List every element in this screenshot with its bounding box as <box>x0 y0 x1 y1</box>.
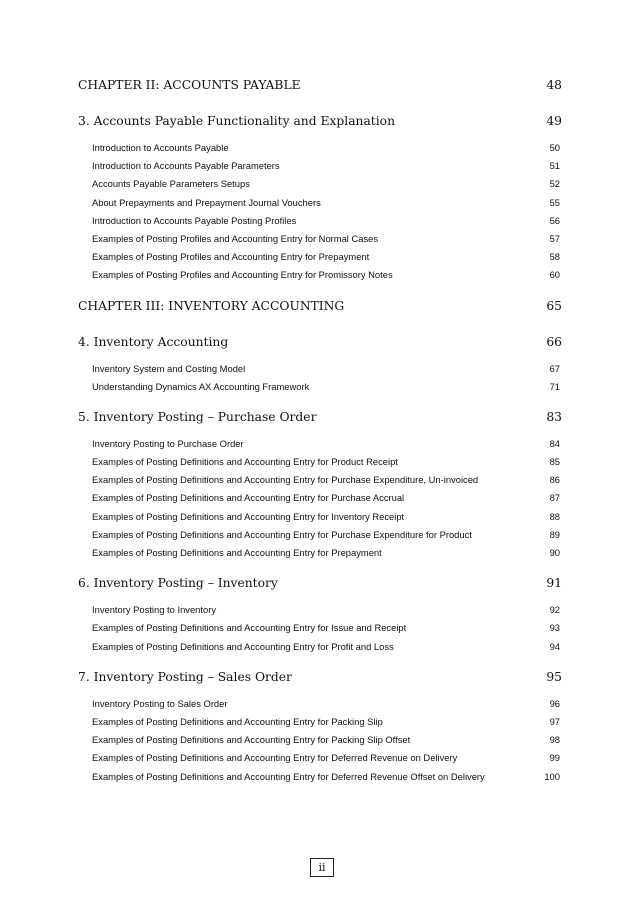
toc-entry-page-number: 57 <box>549 232 560 244</box>
toc-entry-page-number: 99 <box>549 752 560 764</box>
toc-chapter-title: CHAPTER III: INVENTORY ACCOUNTING <box>78 298 345 313</box>
toc-entry-page-number: 58 <box>549 251 560 263</box>
toc-entry-page-number: 90 <box>549 547 560 558</box>
toc-entry[interactable] <box>78 248 562 266</box>
toc-section[interactable] <box>78 406 562 429</box>
toc-entry-page-number: 96 <box>549 697 560 709</box>
toc-entry-page-number: 87 <box>549 492 560 504</box>
toc-entry-page-number: 98 <box>549 734 560 746</box>
toc-entry[interactable] <box>78 619 562 637</box>
toc-entry-page-number: 86 <box>549 474 560 486</box>
toc-section-page-number: 95 <box>546 669 562 684</box>
toc-entry-title: Inventory Posting to Inventory <box>92 604 217 616</box>
toc-entry[interactable] <box>78 139 562 157</box>
toc-entry-title: Examples of Posting Definitions and Accounting Entry for Deferred Revenue on Delivery <box>92 752 458 764</box>
toc-entry[interactable] <box>78 435 562 453</box>
toc-entry[interactable] <box>78 749 562 767</box>
toc-entry-title: Introduction to Accounts Payable Parameters <box>92 160 280 172</box>
toc-entry[interactable] <box>78 471 562 489</box>
toc-entry[interactable] <box>78 601 562 619</box>
toc-entry-page-number: 50 <box>549 142 560 153</box>
toc-entry-title: Introduction to Accounts Payable <box>92 142 229 153</box>
toc-entry-page-number: 60 <box>549 269 560 281</box>
toc-chapter-page-number: 65 <box>546 298 562 313</box>
toc-section[interactable] <box>78 666 562 689</box>
toc-entry[interactable] <box>78 230 562 248</box>
toc-entry-title: Examples of Posting Definitions and Accounting Entry for Deferred Revenue Offset on Delivery <box>92 770 485 782</box>
toc-entry-title: Examples of Posting Definitions and Accounting Entry for Product Receipt <box>92 456 398 468</box>
toc-entry-title: Examples of Posting Definitions and Accounting Entry for Packing Slip Offset <box>92 734 411 746</box>
toc-entry-title: Inventory Posting to Sales Order <box>92 697 228 709</box>
toc-entry-title: Accounts Payable Parameters Setups <box>92 178 250 190</box>
toc-entry-page-number: 67 <box>549 362 560 374</box>
toc-entry-group <box>78 360 562 396</box>
toc-entry-page-number: 51 <box>549 160 560 172</box>
toc-entry-title: Examples of Posting Definitions and Accounting Entry for Profit and Loss <box>92 640 394 652</box>
toc-entry-title: Examples of Posting Definitions and Accounting Entry for Packing Slip <box>92 715 383 727</box>
toc-entry[interactable] <box>78 768 562 786</box>
toc-entry[interactable] <box>78 526 562 544</box>
toc-section[interactable] <box>78 331 562 354</box>
toc-entry-page-number: 100 <box>544 770 560 782</box>
toc-entry-title: Examples of Posting Definitions and Accounting Entry for Purchase Expenditure for Product <box>92 528 472 540</box>
toc-section-title: 5. Inventory Posting – Purchase Order <box>78 409 317 424</box>
toc-entry[interactable] <box>78 453 562 471</box>
toc-entry-title: Examples of Posting Definitions and Accounting Entry for Purchase Expenditure, Un-invoiced <box>92 474 479 486</box>
toc-entry-page-number: 85 <box>549 456 560 468</box>
toc-section-page-number: 83 <box>546 409 562 424</box>
toc-entry-page-number: 56 <box>549 214 560 226</box>
toc-section-page-number: 49 <box>546 114 562 128</box>
toc-entry-page-number: 84 <box>549 437 560 449</box>
toc-entry-title: Inventory Posting to Purchase Order <box>92 437 244 449</box>
toc-entry-title: Examples of Posting Profiles and Accounting Entry for Prepayment <box>92 251 370 263</box>
toc-entry[interactable] <box>78 266 562 284</box>
toc-entry[interactable] <box>78 378 562 396</box>
toc-entry-page-number: 88 <box>549 510 560 522</box>
toc-entry[interactable] <box>78 713 562 731</box>
toc-section[interactable] <box>78 572 562 595</box>
toc-entry-title: Understanding Dynamics AX Accounting Framework <box>92 380 310 392</box>
toc-section-title: 7. Inventory Posting – Sales Order <box>78 669 292 684</box>
toc-entry-group <box>78 435 562 562</box>
toc-entry[interactable] <box>78 157 562 175</box>
toc-entry[interactable] <box>78 695 562 713</box>
toc-entry-title: Examples of Posting Definitions and Accounting Entry for Purchase Accrual <box>92 492 405 504</box>
toc-entry-page-number: 71 <box>549 380 560 392</box>
toc-entry[interactable] <box>78 194 562 212</box>
toc-entry-page-number: 93 <box>549 622 560 634</box>
toc-entry-page-number: 52 <box>549 178 560 190</box>
toc-entry-group <box>78 695 562 786</box>
toc-entry-page-number: 94 <box>549 640 560 652</box>
toc-section[interactable] <box>78 110 562 133</box>
toc-entry[interactable] <box>78 212 562 230</box>
toc-section-title: 3. Accounts Payable Functionality and Explanation <box>78 114 395 128</box>
toc-chapter[interactable] <box>78 74 562 97</box>
toc-section-title: 6. Inventory Posting – Inventory <box>78 576 278 591</box>
toc-entry-title: Examples of Posting Definitions and Accounting Entry for Issue and Receipt <box>92 622 407 634</box>
toc-entry-group <box>78 601 562 656</box>
toc-entry[interactable] <box>78 175 562 193</box>
toc-entry[interactable] <box>78 638 562 656</box>
toc-chapter-title: CHAPTER II: ACCOUNTS PAYABLE <box>78 78 301 92</box>
toc-section-page-number: 91 <box>546 576 562 591</box>
toc-entry-title: Inventory System and Costing Model <box>92 362 246 374</box>
toc-entry-page-number: 89 <box>549 528 560 540</box>
toc-entry[interactable] <box>78 489 562 507</box>
page-number-box: ii <box>310 858 334 877</box>
toc-entry[interactable] <box>78 360 562 378</box>
toc-section-page-number: 66 <box>546 334 562 349</box>
toc-chapter-page-number: 48 <box>546 78 562 92</box>
toc-entry[interactable] <box>78 731 562 749</box>
toc-entry-title: Examples of Posting Profiles and Accounting Entry for Normal Cases <box>92 232 379 244</box>
toc-entry-title: Examples of Posting Definitions and Accounting Entry for Inventory Receipt <box>92 510 405 522</box>
toc-chapter[interactable] <box>78 295 562 318</box>
table-of-contents <box>78 74 562 796</box>
toc-entry-page-number: 92 <box>549 604 560 616</box>
toc-entry-page-number: 97 <box>549 715 560 727</box>
toc-entry-page-number: 55 <box>549 196 560 208</box>
toc-entry-group <box>78 139 562 285</box>
toc-entry[interactable] <box>78 544 562 562</box>
toc-entry-title: About Prepayments and Prepayment Journal Vouchers <box>92 196 321 208</box>
toc-entry-title: Examples of Posting Profiles and Accounting Entry for Promissory Notes <box>92 269 393 281</box>
toc-entry-title: Introduction to Accounts Payable Posting Profiles <box>92 214 297 226</box>
toc-entry[interactable] <box>78 508 562 526</box>
toc-entry-title: Examples of Posting Definitions and Accounting Entry for Prepayment <box>92 547 382 558</box>
toc-section-title: 4. Inventory Accounting <box>78 334 229 349</box>
